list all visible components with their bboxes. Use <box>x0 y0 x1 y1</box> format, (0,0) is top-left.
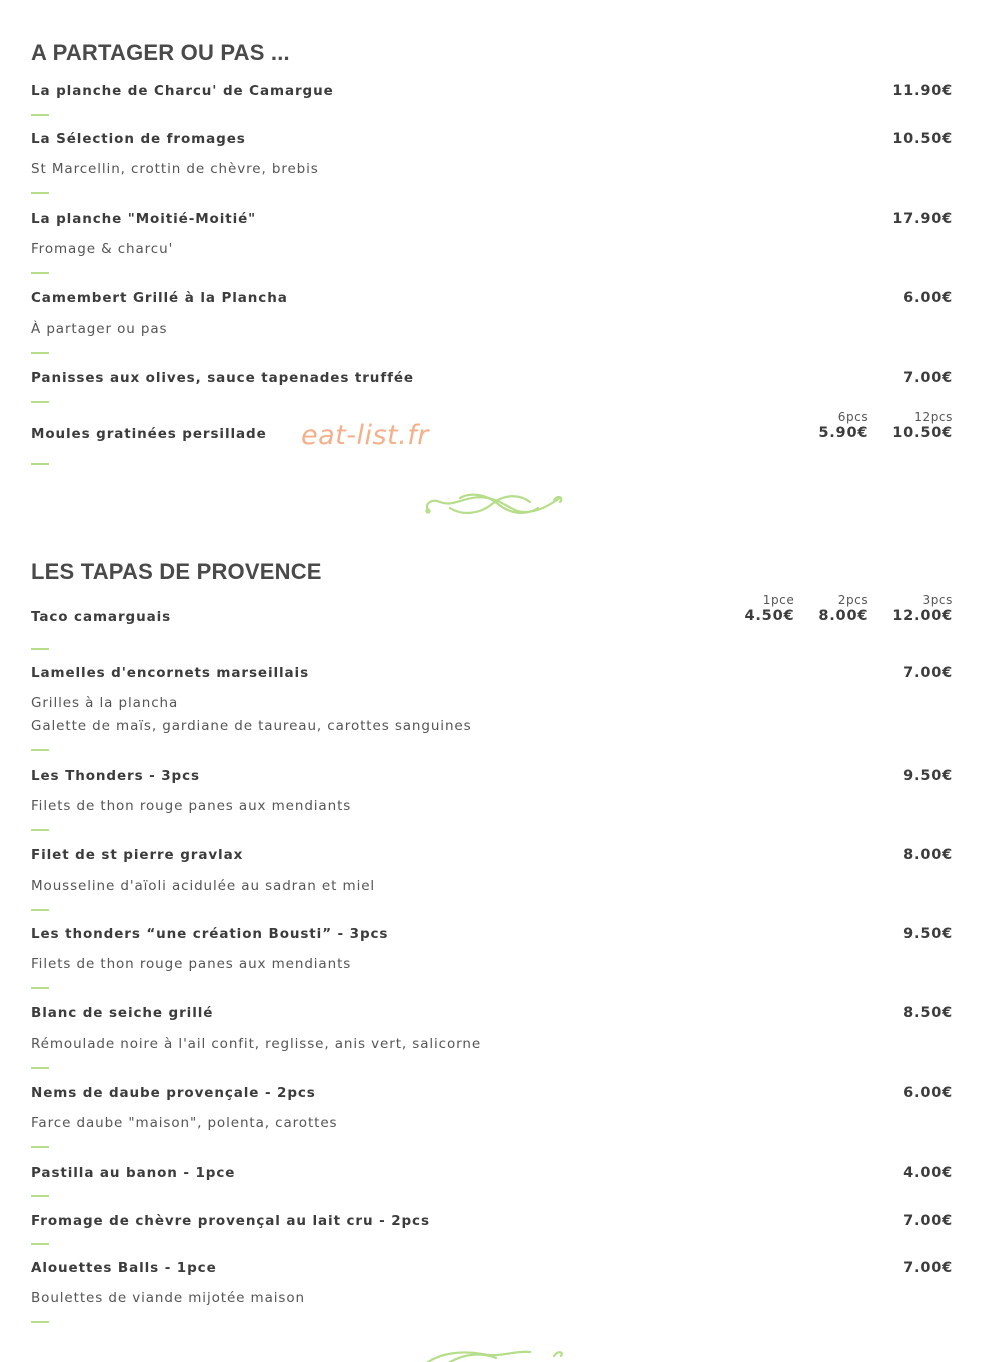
item-name: Pastilla au banon - 1pce <box>31 1165 236 1181</box>
item-divider <box>31 463 49 465</box>
item-divider <box>31 1067 49 1069</box>
item-name: Les thonders “une création Bousti” - 3pcs <box>31 926 389 942</box>
item-price: 7.00€ <box>903 1213 953 1229</box>
item-name: La Sélection de fromages <box>31 131 246 147</box>
option-label: 3pcs <box>922 593 953 607</box>
option-price: 12.00€ <box>892 608 953 624</box>
item-description: Grilles à la plancha <box>31 695 179 711</box>
price-option <box>818 593 868 625</box>
item-description: St Marcellin, crottin de chèvre, brebis <box>31 161 319 177</box>
item-price: 8.00€ <box>903 847 953 863</box>
item-price: 11.90€ <box>892 83 953 99</box>
option-price: 8.00€ <box>818 608 869 624</box>
item-divider <box>31 272 49 274</box>
option-label: 6pcs <box>837 410 869 424</box>
item-description: À partager ou pas <box>31 321 168 337</box>
item-divider <box>31 352 49 354</box>
item-price: 6.00€ <box>903 290 953 306</box>
item-price: 8.50€ <box>903 1005 953 1021</box>
option-price: 5.90€ <box>818 425 869 441</box>
item-divider <box>31 909 49 911</box>
item-name: Panisses aux olives, sauce tapenades truffée <box>31 370 414 386</box>
item-name: Taco camarguais <box>31 609 172 625</box>
price-option <box>744 593 794 625</box>
item-price: 7.00€ <box>903 370 953 386</box>
option-label: 1pce <box>762 593 795 607</box>
flourish-ornament-icon <box>420 1346 566 1362</box>
option-label: 12pcs <box>914 410 953 424</box>
item-name: Blanc de seiche grillé <box>31 1005 214 1021</box>
item-description: Farce daube "maison", polenta, carottes <box>31 1115 338 1131</box>
price-option <box>892 410 953 442</box>
item-description: Fromage & charcu' <box>31 241 174 257</box>
price-option <box>892 593 953 625</box>
item-divider <box>31 987 49 989</box>
item-price: 7.00€ <box>903 1260 953 1276</box>
item-divider <box>31 114 49 116</box>
item-divider <box>31 192 49 194</box>
watermark-text: eat-list.fr <box>301 420 429 451</box>
item-divider <box>31 1195 49 1197</box>
item-divider <box>31 749 49 751</box>
item-price: 17.90€ <box>892 211 953 227</box>
item-description: Boulettes de viande mijotée maison <box>31 1290 305 1306</box>
flourish-ornament-icon <box>420 490 566 520</box>
item-divider <box>31 829 49 831</box>
item-description: Filets de thon rouge panes aux mendiants <box>31 798 352 814</box>
section-title-a-partager: A PARTAGER OU PAS ... <box>31 40 290 65</box>
item-name: La planche "Moitié-Moitié" <box>31 211 257 227</box>
item-name: Filet de st pierre gravlax <box>31 847 244 863</box>
item-divider <box>31 1321 49 1323</box>
item-description: Mousseline d'aïoli acidulée au sadran et miel <box>31 878 376 894</box>
item-price: 9.50€ <box>903 768 953 784</box>
item-name: Camembert Grillé à la Plancha <box>31 290 288 306</box>
item-price: 7.00€ <box>903 665 953 681</box>
item-name: Moules gratinées persillade <box>31 426 267 442</box>
item-divider <box>31 648 49 650</box>
item-price: 9.50€ <box>903 926 953 942</box>
option-label: 2pcs <box>837 593 869 607</box>
item-divider <box>31 1243 49 1245</box>
item-price: 10.50€ <box>892 131 953 147</box>
item-divider <box>31 401 49 403</box>
section-title-tapas: LES TAPAS DE PROVENCE <box>31 559 322 584</box>
item-description: Rémoulade noire à l'ail confit, reglisse, anis vert, salicorne <box>31 1036 482 1052</box>
item-divider <box>31 1146 49 1148</box>
item-description: Filets de thon rouge panes aux mendiants <box>31 956 352 972</box>
item-name: Lamelles d'encornets marseillais <box>31 665 310 681</box>
item-price-options <box>818 410 953 442</box>
option-price: 4.50€ <box>744 608 795 624</box>
item-name: Alouettes Balls - 1pce <box>31 1260 217 1276</box>
item-name: Fromage de chèvre provençal au lait cru - 2pcs <box>31 1213 430 1229</box>
item-price-options <box>744 593 953 625</box>
price-option <box>818 410 868 442</box>
item-name: Nems de daube provençale - 2pcs <box>31 1085 316 1101</box>
item-description: Galette de maïs, gardiane de taureau, carottes sanguines <box>31 718 472 734</box>
item-name: Les Thonders - 3pcs <box>31 768 200 784</box>
item-name: La planche de Charcu' de Camargue <box>31 83 334 99</box>
item-price: 6.00€ <box>903 1085 953 1101</box>
option-price: 10.50€ <box>892 425 953 441</box>
item-price: 4.00€ <box>903 1165 953 1181</box>
